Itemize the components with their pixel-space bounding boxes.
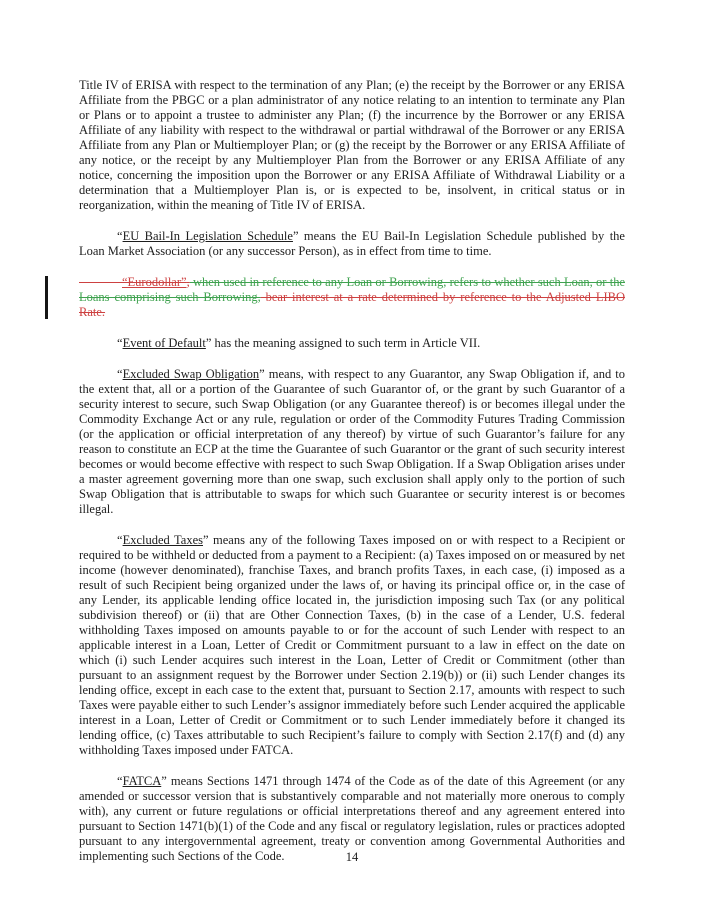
deleted-text-red: bear interest at a rate determined by reference to the Adjusted LIBO Rate. <box>79 290 625 319</box>
revision-change-bar <box>45 276 48 319</box>
paragraph-text: Title IV of ERISA with respect to the termination of any Plan; (e) the receipt by the Borrower or any ERISA Affiliate from the PBGC or a plan administrator of any notice relating to an intention to terminate any Plan or Plans or to appoint a trustee to administer any Plan; (f) the incurrence by the Borrower or any ERISA Affiliate of any liability with respect to the withdrawal or partial withdrawal of the Borrower or any ERISA Affiliate from any Plan or Multiemployer Plan; or (g) the receipt by the Borrower or any ERISA Affiliate of any notice, or the receipt by any Multiemployer Plan from the Borrower or any ERISA Affiliate of any notice, concerning the imposition upon the Borrower or any ERISA Affiliate of Withdrawal Liability or a determination that a Multiemployer Plan is, or is expected to be, insolvent, in critical status or in reorganization, within the meaning of Title IV of ERISA. <box>79 78 625 212</box>
definition-eurodollar-deleted <box>79 275 625 320</box>
open-quote: “ <box>117 229 123 243</box>
definition-excluded-taxes <box>79 533 625 758</box>
continuation-paragraph <box>79 78 625 213</box>
definition-body: ” means any of the following Taxes imposed on or with respect to a Recipient or required to be withheld or deducted from a payment to a Recipient: (a) Taxes imposed on or measured by net income (however denominated), franchise Taxes, and branch profits Taxes, in each case, (i) imposed as a result of such Recipient being organized under the laws of, or having its principal office or, in the case of any Lender, its applicable lending office located in, the jurisdiction imposing such Tax (or any political subdivision thereof) or (ii) that are Other Connection Taxes, (b) in the case of a Lender, U.S. federal withholding Taxes imposed on amounts payable to or for the account of such Lender with respect to an applicable interest in a Loan, Letter of Credit or Commitment pursuant to a law in effect on the date on which (i) such Lender acquires such interest in the Loan, Letter of Credit or Commitment (other than pursuant to an assignment request by the Borrower under Section 2.19(b)) or (ii) such Lender changes its lending office, except in each case to the extent that, pursuant to Section 2.17, amounts with respect to such Taxes were payable either to such Lender’s assignor immediately before such Lender acquired the applicable interest in a Loan, Letter of Credit or Commitment or to such Lender immediately before it changed its lending office, (c) Taxes attributable to such Recipient’s failure to comply with Section 2.17(f) and (d) any withholding Taxes imposed under FATCA. <box>79 533 625 757</box>
definition-body: ” has the meaning assigned to such term in Article VII. <box>205 336 481 350</box>
definition-body: ” means the EU Bail-In Legislation Schedule published by the Loan Market Association (or any successor Person), as in effect from time to time. <box>79 229 625 258</box>
defined-term: FATCA <box>122 774 162 788</box>
open-quote: “ <box>117 336 123 350</box>
open-quote: “ <box>117 774 123 788</box>
definition-body: ” means, with respect to any Guarantor, any Swap Obligation if, and to the extent that, all or a portion of the Guarantee of such Guarantor of, or the grant by such Guarantor of a security interest to secure, such Swap Obligation (or any Guarantee thereof) is or becomes illegal under the Commodity Exchange Act or any rule, regulation or order of the Commodity Futures Trading Commission (or the application or official interpretation of any thereof) by virtue of such Guarantor’s failure for any reason to constitute an ECP at the time the Guarantee of such Guarantor or the grant of such security interest becomes or would become effective with respect to such Swap Obligation. If a Swap Obligation arises under a master agreement governing more than one swap, such exclusion shall apply only to the portion of such Swap Obligation that is attributable to swaps for which such Guarantee or security interest is or becomes illegal. <box>79 367 625 516</box>
deleted-defined-term: “Eurodollar” <box>122 275 187 289</box>
defined-term: Event of Default <box>122 336 206 350</box>
page-number: 14 <box>345 850 359 864</box>
open-quote: “ <box>117 367 123 381</box>
open-quote: “ <box>117 533 123 547</box>
defined-term: Excluded Swap Obligation <box>122 367 260 381</box>
deleted-comma: , <box>186 275 190 289</box>
changed-text-green: when used in reference to any Loan or Borrowing, refers to whether such Loan, or the Loans comprising such Borrowing, <box>79 275 625 304</box>
definition-eu-bail-in <box>79 229 625 259</box>
deleted-tab-strike <box>79 282 122 283</box>
definition-event-of-default <box>79 336 625 351</box>
defined-term: EU Bail-In Legislation Schedule <box>122 229 293 243</box>
definition-body: ” means Sections 1471 through 1474 of the Code as of the date of this Agreement (or any amended or successor version that is substantively comparable and not materially more onerous to comply with), any current or future regulations or official interpretations thereof and any agreement entered into pursuant to Section 1471(b)(1) of the Code and any fiscal or regulatory legislation, rules or practices adopted pursuant to any intergovernmental agreement, treaty or convention among Governmental Authorities and implementing such Sections of the Code. <box>79 774 625 863</box>
text-block <box>79 78 625 880</box>
defined-term: Excluded Taxes <box>122 533 203 547</box>
definition-excluded-swap-obligation <box>79 367 625 517</box>
